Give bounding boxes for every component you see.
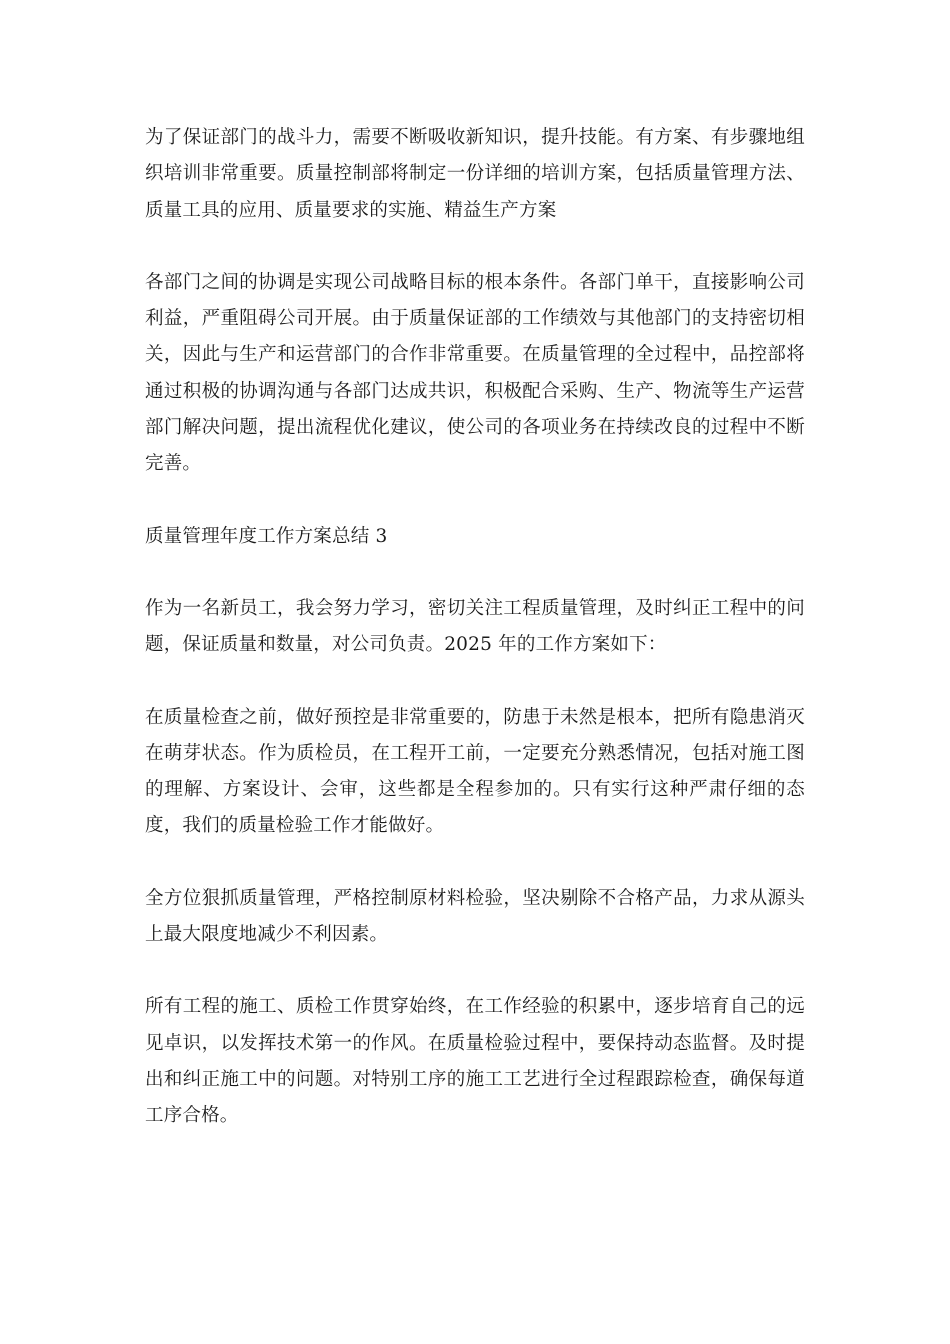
paragraph-coordination: 各部门之间的协调是实现公司战略目标的根本条件。各部门单干，直接影响公司利益，严重阻碍公司开展。由于质量保证部的工作绩效与其他部门的支持密切相关，因此与生产和运营部门的合作非常重要。在质量管理的全过程中，品控部将通过积极的协调沟通与各部门达成共识，积极配合采购、生产、物流等生产运营部门解决问题，提出流程优化建议，使公司的各项业务在持续改良的过程中不断完善。 xyxy=(145,271,805,475)
section-heading: 质量管理年度工作方案总结 3 xyxy=(145,525,388,547)
paragraph-pre-control: 在质量检查之前，做好预控是非常重要的，防患于未然是根本，把所有隐患消灭在萌芽状态。作为质检员，在工程开工前，一定要充分熟悉情况，包括对施工图的理解、方案设计、会审，这些都是全程参加的。只有实行这种严肃仔细的态度，我们的质量检验工作才能做好。 xyxy=(145,706,805,837)
paragraph-material-inspection: 全方位狠抓质量管理，严格控制原材料检验，坚决剔除不合格产品，力求从源头上最大限度地减少不利因素。 xyxy=(145,887,805,946)
paragraph-new-employee: 作为一名新员工，我会努力学习，密切关注工程质量管理，及时纠正工程中的问题，保证质量和数量，对公司负责。2025 年的工作方案如下： xyxy=(145,597,805,656)
paragraph-training: 为了保证部门的战斗力，需要不断吸收新知识，提升技能。有方案、有步骤地组织培训非常重要。质量控制部将制定一份详细的培训方案，包括质量管理方法、质量工具的应用、质量要求的实施、精益生产方案 xyxy=(145,127,805,221)
paragraph-process-supervision: 所有工程的施工、质检工作贯穿始终，在工作经验的积累中，逐步培育自己的远见卓识，以发挥技术第一的作风。在质量检验过程中，要保持动态监督。及时提出和纠正施工中的问题。对特别工序的施工工艺进行全过程跟踪检查，确保每道工序合格。 xyxy=(145,996,805,1127)
document-body xyxy=(145,120,805,1171)
